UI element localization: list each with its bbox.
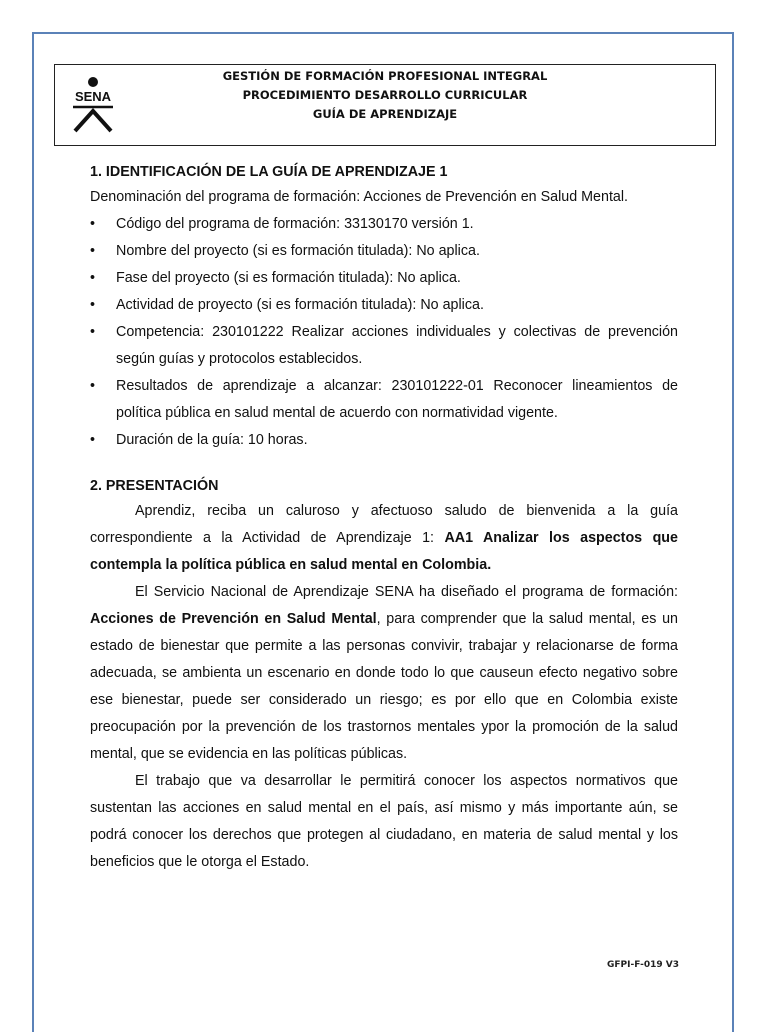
document-header [54, 64, 716, 146]
presentation-paragraph-1: Aprendiz, reciba un caluroso y afectuoso saludo de bienvenida a la guía correspondiente a la Actividad de Aprendizaje 1: AA1 Analizar los aspectos que contempla la política pública en salud mental en Colombia. [90, 503, 678, 573]
section-1-heading: 1. IDENTIFICACIÓN DE LA GUÍA DE APRENDIZAJE 1 [90, 164, 448, 180]
list-item: • Nombre del proyecto (si es formación titulada): No aplica. [90, 238, 678, 265]
bullet-icon: • [90, 378, 96, 394]
bullet-icon: • [90, 243, 96, 259]
list-item: • Código del programa de formación: 33130170 versión 1. [90, 211, 678, 238]
presentation-paragraph-2: El Servicio Nacional de Aprendizaje SENA ha diseñado el programa de formación: Acciones de Prevención en Salud Mental, para comprender que la salud mental, es un estado de bienestar que permite a las personas convivir, trabajar y relacionarse de forma adecuada, se ambienta un escenario en donde todo lo que causeun efecto negativo sobre ese bienestar, puede ser considerado un riesgo; es por ello que en Colombia existe preocupación por la prevención de los trastornos mentales ypor la promoción de la salud mental, que se evidencia en las políticas públicas. [90, 584, 678, 762]
list-item: • Competencia: 230101222 Realizar acciones individuales y colectivas de prevención según guías y protocolos establecidos. [90, 319, 678, 373]
header-titles [55, 67, 715, 124]
bullet-icon: • [90, 297, 96, 313]
list-item: • Fase del proyecto (si es formación titulada): No aplica. [90, 265, 678, 292]
bullet-icon: • [90, 432, 96, 448]
presentation-paragraph-3: El trabajo que va desarrollar le permitirá conocer los aspectos normativos que sustentan las acciones en salud mental en el país, así mismo y más importante aún, se podrá conocer los derechos que protegen al ciudadano, en materia de salud mental y los beneficios que le otorga el Estado. [90, 773, 678, 870]
form-code: GFPI-F-019 V3 [607, 960, 679, 970]
list-item: • Duración de la guía: 10 horas. [90, 427, 678, 454]
list-item: • Resultados de aprendizaje a alcanzar: 230101222-01 Reconocer lineamientos de política pública en salud mental de acuerdo con normatividad vigente. [90, 373, 678, 427]
section-2-heading: 2. PRESENTACIÓN [90, 478, 219, 494]
bullet-icon: • [90, 270, 96, 286]
list-item: • Actividad de proyecto (si es formación titulada): No aplica. [90, 292, 678, 319]
bullet-icon: • [90, 216, 96, 232]
document-body [90, 160, 678, 876]
svg-text:SENA: SENA [74, 89, 112, 104]
header-line-1: GESTIÓN DE FORMACIÓN PROFESIONAL INTEGRAL [222, 69, 548, 83]
header-line-3: GUÍA DE APRENDIZAJE [312, 107, 458, 121]
program-name: Denominación del programa de formación: Acciones de Prevención en Salud Mental. [90, 189, 629, 205]
header-line-2: PROCEDIMIENTO DESARROLLO CURRICULAR [242, 88, 528, 102]
identification-list [90, 211, 678, 454]
bullet-icon: • [90, 324, 96, 340]
